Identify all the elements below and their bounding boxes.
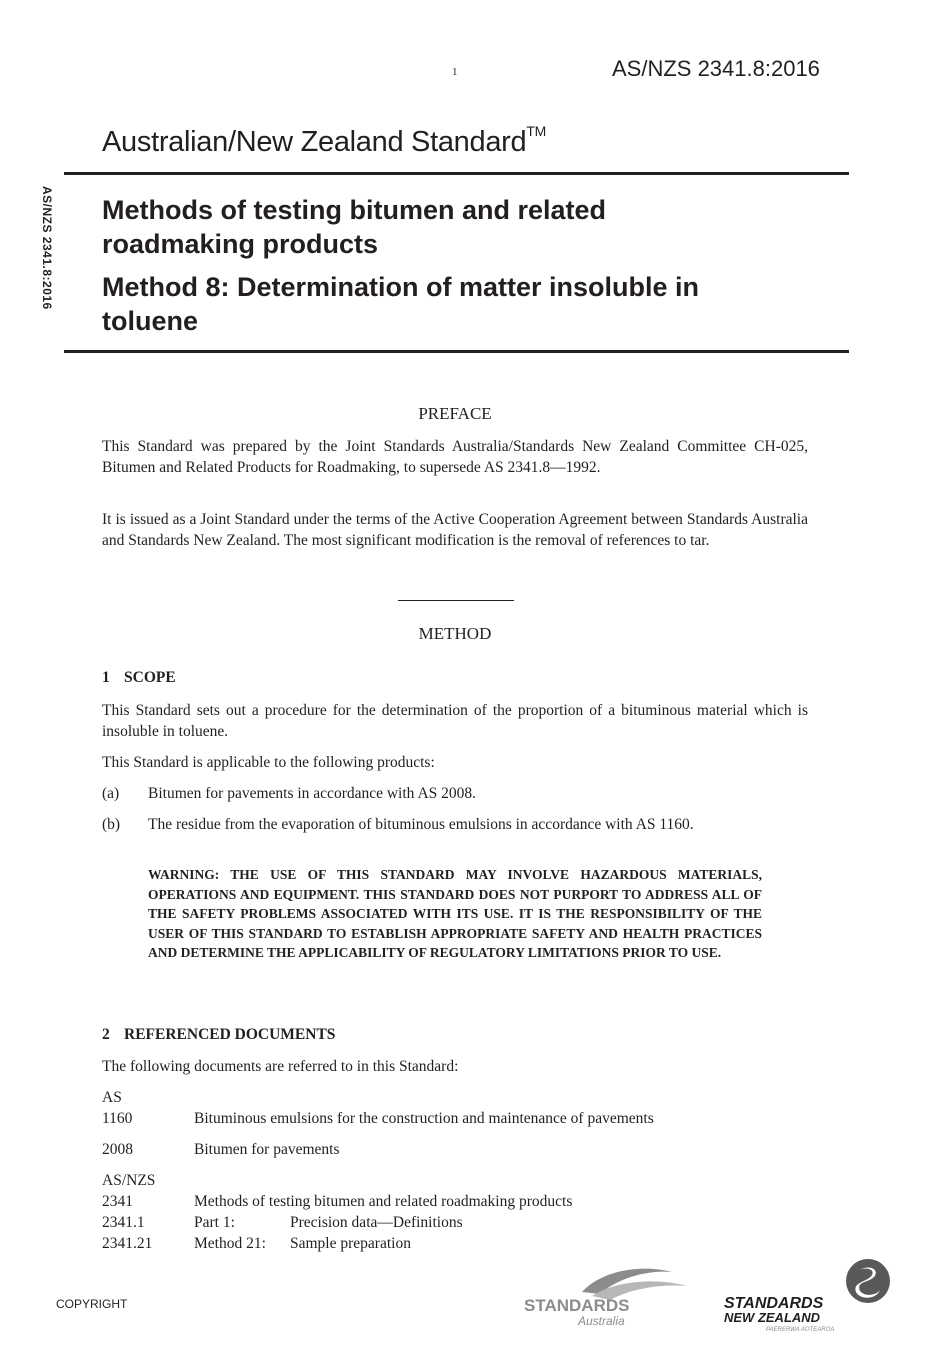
list-item-text: The residue from the evaporation of bituminous emulsions in accordance with AS 1160. <box>148 816 694 833</box>
document-id: AS/NZS 2341.8:2016 <box>612 56 820 81</box>
reference-title: Precision data—Definitions <box>290 1214 463 1231</box>
copyright-notice: COPYRIGHT <box>56 1297 128 1311</box>
title-top-rule <box>64 172 849 175</box>
clause-heading-references <box>102 1026 335 1044</box>
reference-part: Part 1: <box>194 1214 235 1231</box>
list-item-label: (a) <box>102 785 120 802</box>
reference-code: 2341 <box>102 1193 133 1210</box>
title-bottom-rule <box>64 350 849 353</box>
clause-title: SCOPE <box>124 669 176 686</box>
clause-number: 2 <box>102 1026 110 1043</box>
standards-australia-logo <box>522 1262 704 1328</box>
reference-part: Method 21: <box>194 1235 266 1252</box>
logo-text: Australia <box>578 1314 625 1328</box>
reference-group-label: AS <box>102 1089 122 1106</box>
preface-paragraph: It is issued as a Joint Standard under the terms of the Active Cooperation Agreement between Standards Australia and Standards New Zealand. The most significant modification is the removal of references to tar. <box>102 511 808 549</box>
series-title <box>102 123 546 159</box>
list-item-text: Bitumen for pavements in accordance with AS 2008. <box>148 785 477 802</box>
standards-new-zealand-logo <box>720 1256 895 1332</box>
list-item <box>102 814 808 835</box>
clause-title: REFERENCED DOCUMENTS <box>124 1026 336 1043</box>
logo-text: NEW ZEALAND <box>724 1310 821 1325</box>
reference-code: 2008 <box>102 1141 133 1158</box>
method-heading: METHOD <box>418 624 492 643</box>
title-line: Method 8: Determination of matter insoluble in <box>102 272 700 302</box>
reference-title: Sample preparation <box>290 1235 411 1252</box>
scope-paragraph: This Standard is applicable to the following products: <box>102 754 435 771</box>
side-document-id: AS/NZS 2341.8:2016 <box>40 186 54 310</box>
logo-text: STANDARDS <box>724 1295 824 1312</box>
reference-title: Bituminous emulsions for the construction and maintenance of pavements <box>194 1110 654 1127</box>
scope-paragraph: This Standard sets out a procedure for the determination of the proportion of a bituminous material which is insoluble in toluene. <box>102 702 808 740</box>
reference-group-label: AS/NZS <box>102 1172 156 1189</box>
logo-text: STANDARDS <box>524 1296 630 1315</box>
preface-paragraph: This Standard was prepared by the Joint Standards Australia/Standards New Zealand Committee CH-025, Bitumen and Related Products for Roadmaking, to supersede AS 2341.8—1992. <box>102 438 808 476</box>
reference-code: 2341.21 <box>102 1235 153 1252</box>
reference-code: 2341.1 <box>102 1214 145 1231</box>
page-number: 1 <box>452 66 458 78</box>
title-line: Methods of testing bitumen and related <box>102 195 607 225</box>
list-item-label: (b) <box>102 816 121 833</box>
references-intro: The following documents are referred to in this Standard: <box>102 1058 459 1075</box>
document-title <box>102 193 822 261</box>
title-line: roadmaking products <box>102 229 379 259</box>
method-title <box>102 270 822 338</box>
logo-text: PAERERWA AOTEAROA <box>766 1327 835 1332</box>
safety-warning: WARNING: THE USE OF THIS STANDARD MAY INVOLVE HAZARDOUS MATERIALS, OPERATIONS AND EQUIPMENT. THIS STANDARD DOES NOT PURPORT TO ADDRESS ALL OF THE SAFETY PROBLEMS ASSOCIATED WITH ITS USE. IT IS THE RESPONSIBILITY OF THE USER OF THIS STANDARD TO ESTABLISH APPROPRIATE SAFETY AND HEALTH PRACTICES AND DETERMINE THE APPLICABILITY OF REGULATORY LIMITATIONS PRIOR TO USE. <box>148 867 762 961</box>
preface-heading: PREFACE <box>418 404 492 423</box>
reference-title: Methods of testing bitumen and related roadmaking products <box>194 1193 573 1210</box>
clause-number: 1 <box>102 669 110 686</box>
reference-code: 1160 <box>102 1110 133 1127</box>
section-divider <box>398 600 514 601</box>
trademark-mark: TM <box>526 123 546 140</box>
series-name: Australian/New Zealand Standard <box>102 126 527 158</box>
clause-heading-scope <box>102 669 176 687</box>
list-item <box>102 783 808 804</box>
title-line: toluene <box>102 306 199 336</box>
reference-title: Bitumen for pavements <box>194 1141 340 1158</box>
